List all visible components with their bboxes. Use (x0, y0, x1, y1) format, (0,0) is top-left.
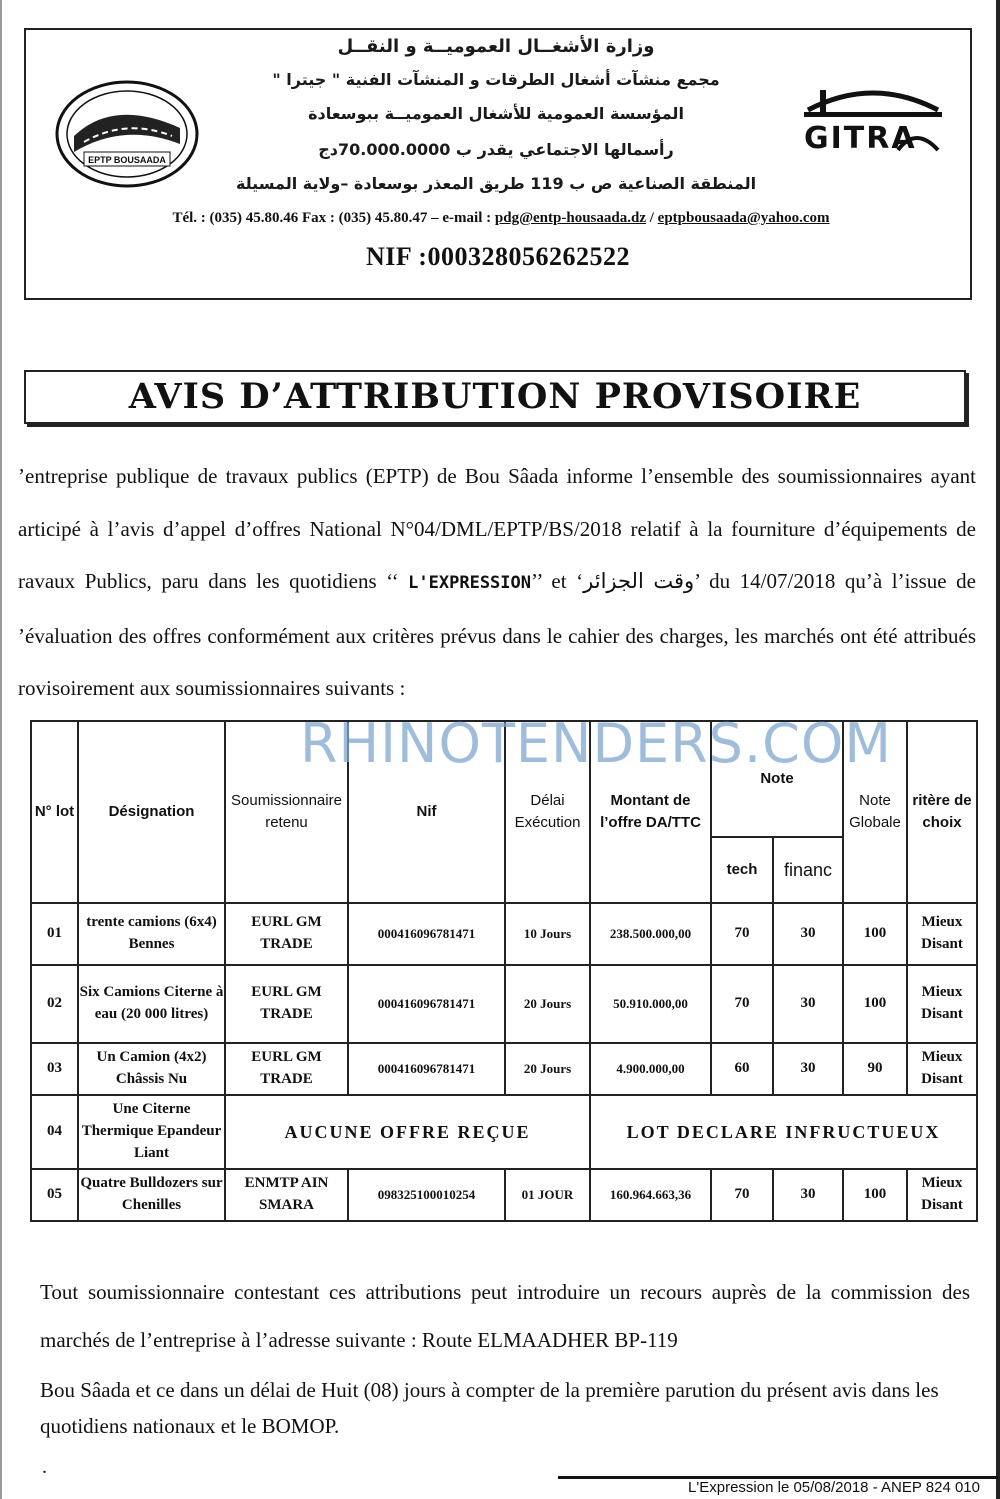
col-header-note: Note (711, 721, 843, 837)
gitra-logo (798, 68, 948, 158)
table-row: 02 Six Camions Citerne à eau (20 000 litres) EURL GM TRADE 000416096781471 20 Jours 50.910.000,00 70 30 100 Mieux Disant (31, 965, 977, 1043)
col-header-soumissionnaire: Soumissionnaire retenu (225, 721, 348, 903)
col-header-delai: Délai Exécution (505, 721, 590, 903)
intro-paragraph: ’entreprise publique de travaux publics (EPTP) de Bou Sâada informe l’ensemble des soumissionnaires ayant articipé à l’avis d’appel d’offres National N°04/DML/EPTP/BS/2018 relatif à la fourniture d’équipements de ravaux Publics, paru dans les quotidiens ‘‘ L'EXPRESSION’’ et ‘وقت الجزائر’ du 14/07/2018 qu’à l’issue de ’évaluation des offres conformément aux critères prévus dans le cahier des charges, les marchés ont été attribués rovisoirement aux soumissionnaires suivants : (18, 464, 976, 700)
newspaper-arabic: وقت الجزائر (583, 569, 695, 593)
col-header-designation: Désignation (78, 721, 225, 903)
email-link-primary[interactable]: pdg@entp-housaada.dz (494, 210, 646, 226)
notice-title: AVIS D’ATTRIBUTION PROVISOIRE (24, 370, 966, 424)
table-row: 05 Quatre Bulldozers sur Chenilles ENMTP AIN SMARA 098325100010254 01 JOUR 160.964.663,36 70 30 100 Mieux Disant (31, 1169, 977, 1221)
ministry-line: وزارة الأشغــال العموميــة و النقــل (337, 36, 655, 57)
table-row: 01 trente camions (6x4) Bennes EURL GM TRADE 000416096781471 10 Jours 238.500.000,00 70 30 100 Mieux Disant (31, 903, 977, 965)
table-row: 03 Un Camion (4x2) Châssis Nu EURL GM TRADE 000416096781471 20 Jours 4.900.000,00 60 30 90 Mieux Disant (31, 1043, 977, 1095)
attribution-table (30, 720, 978, 1222)
company-line: المؤسسة العمومية للأشغال العموميــة ببوسعادة (308, 104, 684, 123)
right-edge-line (996, 0, 1000, 1499)
letterhead (24, 28, 972, 300)
eptp-logo (54, 78, 200, 190)
col-header-lot: N° lot (31, 721, 78, 903)
left-edge-line (0, 0, 2, 1499)
svg-text:EPTP BOUSAADA: EPTP BOUSAADA (88, 155, 166, 165)
email-link-secondary[interactable]: eptpbousaada@yahoo.com (657, 210, 830, 226)
nif-number: NIF :000328056262522 (366, 242, 630, 271)
address-line: المنطقة الصناعية ص ب 119 طريق المعذر بوسعادة –ولاية المسيلة (235, 174, 757, 193)
recourse-paragraph: Tout soumissionnaire contestant ces attributions peut introduire un recours auprès de la commission des marchés de l’entreprise à l’adresse suivante : Route ELMAADHER BP-119 (40, 1280, 970, 1352)
col-header-montant: Montant de l’offre DA/TTC (590, 721, 711, 903)
table-row-infructueux: 04 Une Citerne Thermique Epandeur Liant AUCUNE OFFRE REÇUE LOT DECLARE INFRUCTUEUX (31, 1095, 977, 1169)
group-line: مجمع منشآت أشغال الطرقات و المنشآت الفنية " جيترا " (272, 70, 720, 89)
newspaper-expression: L'EXPRESSION (408, 573, 531, 593)
publication-credit: L'Expression le 05/08/2018 - ANEP 824 010 (558, 1476, 998, 1498)
col-header-note-globale: Note Globale (843, 721, 907, 903)
svg-text:GITRA: GITRA (804, 121, 917, 156)
watermark: RHINOTENDERS.COM (300, 712, 892, 775)
col-header-nif: Nif (348, 721, 505, 903)
stray-mark: . (42, 1456, 47, 1478)
col-header-financ: financ (773, 837, 843, 903)
contact-line: Tél. : (035) 45.80.46 Fax : (035) 45.80.47 – e-mail : pdg@entp-housaada.dz / eptpbousaada@yahoo.com (172, 210, 830, 226)
deadline-paragraph: Bou Sâada et ce dans un délai de Huit (08) jours à compter de la première parution du présent avis dans les quotidiens nationaux et le BOMOP. (40, 1378, 939, 1438)
col-header-critere: ritère de choix (907, 721, 977, 903)
infructueux-message: LOT DECLARE INFRUCTUEUX (590, 1095, 977, 1169)
no-offer-message: AUCUNE OFFRE REÇUE (225, 1095, 590, 1169)
capital-line: رأسمالها الاجتماعي يقدر ب 70.000.0000دج (318, 140, 674, 159)
col-header-tech: tech (711, 837, 773, 903)
